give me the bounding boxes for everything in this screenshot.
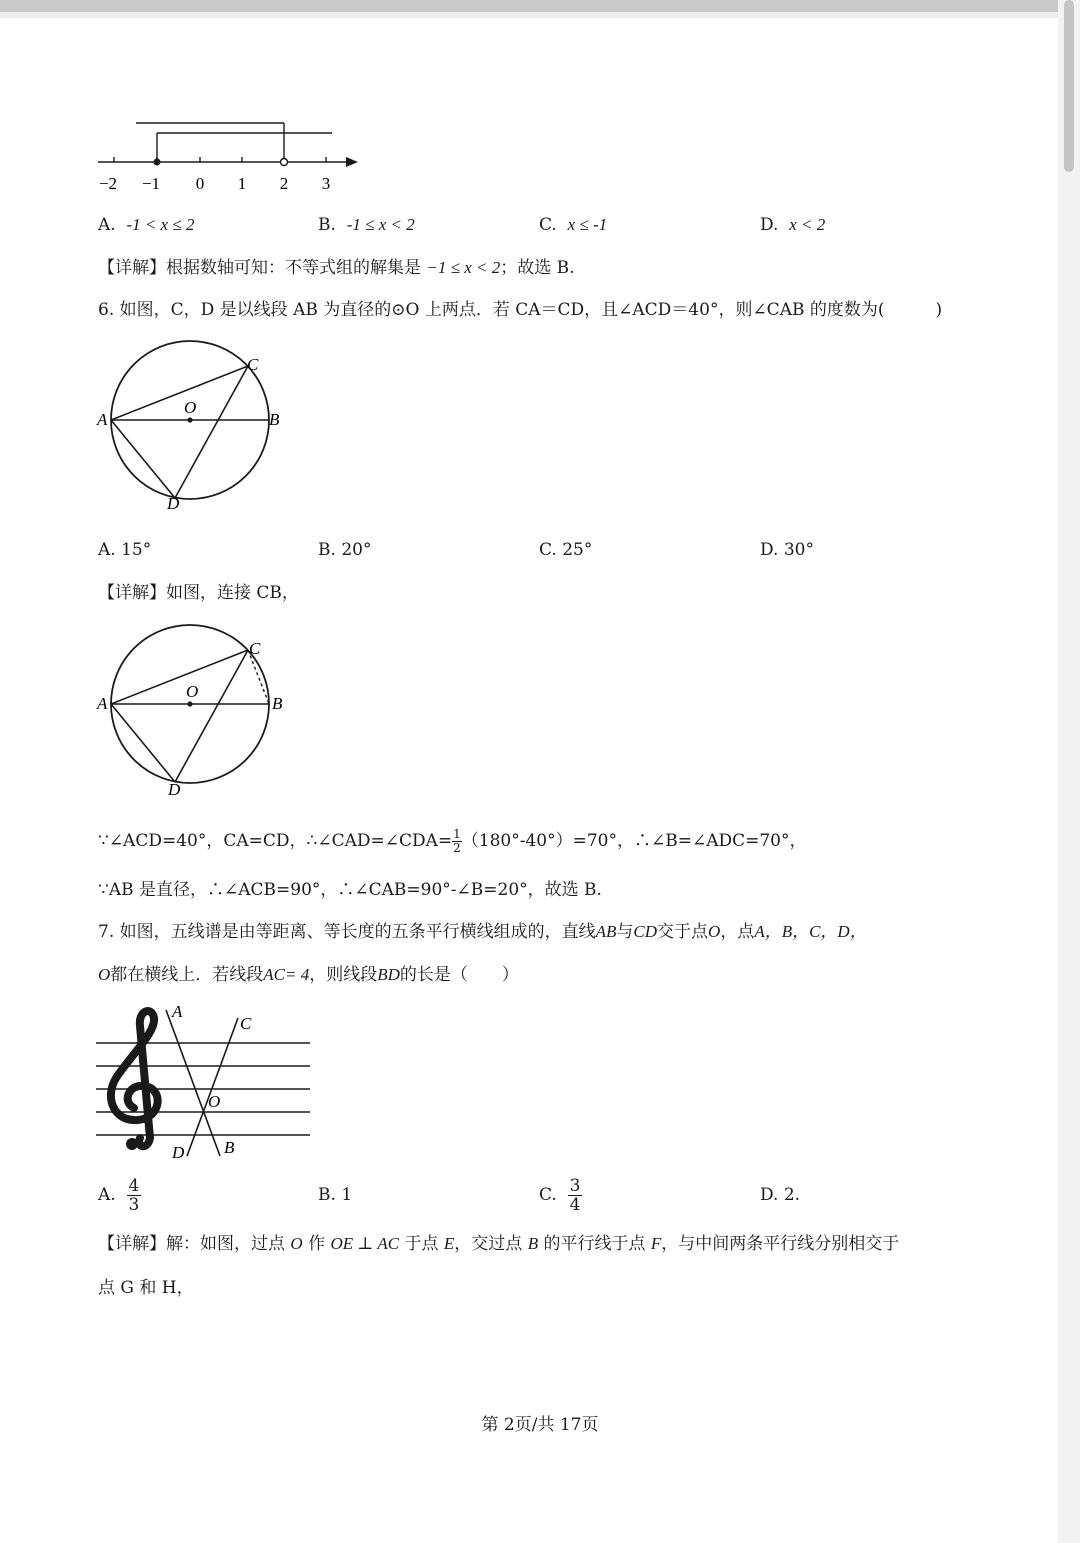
- q6-solution-intro: 【详解】如图，连接 CB，: [98, 583, 299, 603]
- q6-circle-figure: [92, 340, 292, 520]
- label-c: C: [247, 355, 259, 374]
- open-dot: [281, 159, 288, 166]
- q5-option-a[interactable]: A. -1 < x ≤ 2: [98, 215, 195, 235]
- top-bar-shadow: [0, 12, 1080, 18]
- q7-solution-line2: 点 G 和 H，: [98, 1278, 194, 1298]
- q6-solution-step2: ∵AB 是直径，∴∠ACB=90°，∴∠CAB=90°-∠B=20°，故选 B.: [98, 880, 602, 900]
- label-a: A: [97, 694, 108, 713]
- half-fraction: $\frac{1}{2}$: [453, 827, 461, 855]
- scrollbar-thumb[interactable]: [1064, 0, 1074, 172]
- label-d: D: [167, 494, 180, 513]
- scrollbar-track[interactable]: [1058, 0, 1080, 1543]
- tick-label: 1: [237, 174, 247, 193]
- label-d: D: [172, 1143, 185, 1162]
- q6-option-c[interactable]: C. 25°: [539, 540, 593, 560]
- label-b: B: [269, 410, 280, 429]
- label-o: O: [184, 398, 197, 417]
- q6-question: 6. 如图，C，D 是以线段 AB 为直径的⊙O 上两点．若 CA＝CD，且∠ACD＝40°，则∠CAB 的度数为( ): [98, 300, 943, 320]
- treble-clef-icon: [111, 1011, 158, 1146]
- label-o: O: [208, 1092, 221, 1111]
- q7-option-a[interactable]: A. $\frac{4}{3}$: [98, 1176, 140, 1215]
- closed-dot: [154, 159, 161, 166]
- q7-option-d[interactable]: D. 2.: [760, 1185, 801, 1205]
- q7-solution-line1: 【详解】解：如图，过点 O 作 OE ⊥ AC 于点 E，交过点 B 的平行线于点 F，与中间两条平行线分别相交于: [98, 1234, 900, 1254]
- tick-label: −1: [141, 174, 161, 193]
- tick-label: 0: [195, 174, 205, 193]
- tick-label: 2: [279, 174, 289, 193]
- number-line-figure: [90, 115, 370, 200]
- q5-option-d[interactable]: D. x < 2: [760, 215, 826, 235]
- q6-solution-figure: [92, 624, 292, 804]
- q7-option-c[interactable]: C. $\frac{3}{4}$: [539, 1176, 581, 1215]
- label-c: C: [240, 1014, 252, 1033]
- q7-staff-figure: [92, 998, 322, 1168]
- q6-option-d[interactable]: D. 30°: [760, 540, 814, 560]
- page-footer: 第 2页/共 17页: [481, 1415, 599, 1435]
- q6-solution-step1: ∵∠ACD=40°，CA=CD，∴∠CAD=∠CDA= $\frac{1}{2}$ （180°-40°）=70°，∴∠B=∠ADC=70°，: [98, 827, 807, 855]
- q5-solution: 【详解】根据数轴可知：不等式组的解集是 −1 ≤ x < 2；故选 B.: [98, 258, 575, 278]
- q7-question-line1: 7. 如图，五线谱是由等距离、等长度的五条平行横线组成的，直线AB与CD交于点O，点A，B，C，D，: [98, 922, 867, 942]
- label-b: B: [272, 694, 283, 713]
- tick-label: 3: [321, 174, 331, 193]
- q5-option-c[interactable]: C. x ≤ -1: [539, 215, 608, 235]
- label-a: A: [172, 1002, 183, 1021]
- label-c: C: [249, 639, 261, 658]
- label-b: B: [224, 1138, 235, 1157]
- label-a: A: [97, 410, 108, 429]
- label-d: D: [168, 780, 181, 799]
- q7-question-line2: O都在横线上．若线段AC= 4，则线段BD的长是（ ）: [98, 965, 519, 985]
- label-o: O: [186, 682, 199, 701]
- q6-option-b[interactable]: B. 20°: [318, 540, 372, 560]
- top-bar: [0, 0, 1080, 12]
- tick-label: −2: [98, 174, 118, 193]
- q6-option-a[interactable]: A. 15°: [98, 540, 152, 560]
- q7-option-b[interactable]: B. 1: [318, 1185, 353, 1205]
- q5-option-b[interactable]: B. -1 ≤ x < 2: [318, 215, 415, 235]
